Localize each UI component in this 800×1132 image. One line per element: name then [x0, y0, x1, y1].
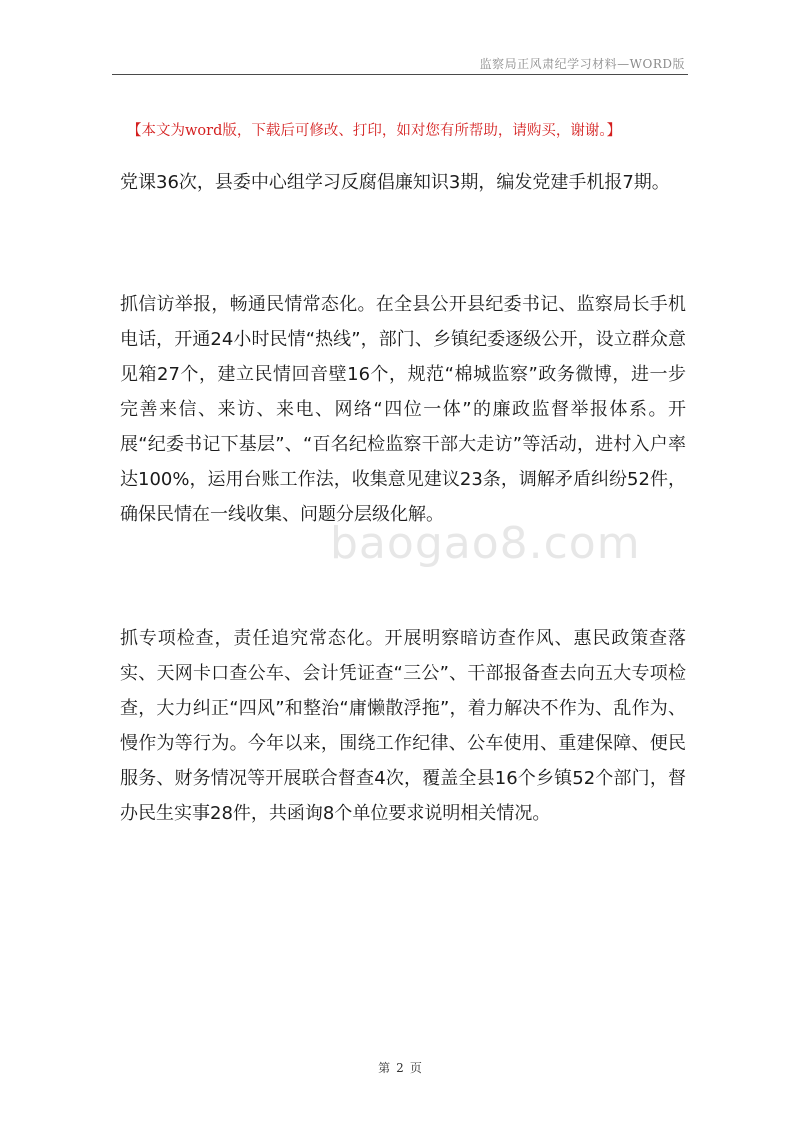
body-paragraph-1: 党课36次，县委中心组学习反腐倡廉知识3期，编发党建手机报7期。 — [120, 172, 670, 193]
page-label-prefix: 第 — [378, 1061, 391, 1075]
page-number: 2 — [396, 1061, 404, 1075]
body-paragraph-3: 抓专项检查，责任追究常态化。开展明察暗访查作风、惠民政策查落实、天网卡口查公车、会计凭证查“三公”、干部报备查去向五大专项检查，大力纠正“四风”和整治“庸懒散浮拖”，着力解决不作为、乱作为、慢作为等行为。今年以来，围绕工作纪律、公车使用、重建保障、便民服务、财务情况等开展联合督查4次，覆盖全县16个乡镇52个部门，督办民生实事28件，共函询8个单位要求说明相关情况。 — [120, 628, 686, 824]
page-label-suffix: 页 — [409, 1061, 422, 1075]
page-footer — [0, 1059, 800, 1076]
running-header: 监察局正风肃纪学习材料—WORD版 — [479, 57, 685, 71]
header-divider — [112, 74, 688, 75]
site-watermark: baogao8.com — [330, 518, 641, 569]
download-notice: 【本文为word版，下载后可修改、打印，如对您有所帮助，请购买，谢谢。】 — [127, 123, 622, 139]
body-paragraph-2: 抓信访举报，畅通民情常态化。在全县公开县纪委书记、监察局长手机电话，开通24小时民情“热线”，部门、乡镇纪委逐级公开，设立群众意见箱27个，建立民情回音壁16个，规范“棉城监察”政务微博，进一步完善来信、来访、来电、网络“四位一体”的廉政监督举报体系。开展“纪委书记下基层”、“百名纪检监察干部大走访”等活动，进村入户率达100%，运用台账工作法，收集意见建议23条，调解矛盾纠纷52件，确保民情在一线收集、问题分层级化解。 — [120, 294, 686, 525]
